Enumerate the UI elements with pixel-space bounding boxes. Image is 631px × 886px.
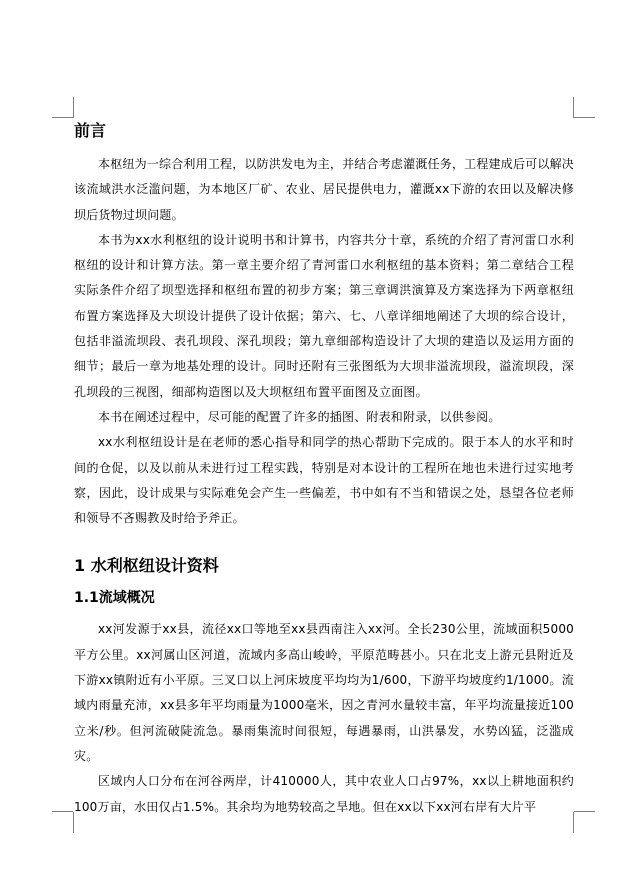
preface-paragraph: 本书为xx水利枢纽的设计说明书和计算书，内容共分十章，系统的介绍了青河雷口水利枢纽的设计和计算方法。第一章主要介绍了青河雷口水利枢纽的基本资料；第二章结合工程实际条件介绍了坝型选择和枢纽布置的初步方案；第三章调洪演算及方案选择为下两章枢纽布置方案选择及大坝设计提供了设计依据；第六、七、八章详细地阐述了大坝的综合设计，包括非溢流坝段、表孔坝段、深孔坝段；第九章细部构造设计了大坝的建造以及运用方面的细节；最后一章为地基处理的设计。同时还附有三张图纸为大坝非溢流坝段，溢流坝段，深孔坝段的三视图，细部构造图以及大坝枢纽布置平面图及立面图。: [74, 232, 574, 399]
document-page: [74, 120, 574, 820]
section-paragraph: xx河发源于xx县，流径xx口等地至xx县西南注入xx河。全长230公里，流域面积5000平方公里。xx河属山区河道，流域内多高山峻岭，平原范畴甚小。只在北支上游元县附近及下游xx镇附近有小平原。三叉口以上河床坡度平均均为1/600，下游平均坡度约1/1000。流域内雨量充沛，xx县多年平均雨量为1000毫米，因之青河水量较丰富，年平均流量接近100立米/秒。但河流破陡流急。暴雨集流时间很短，每遇暴雨，山洪暴发，水势凶猛，泛滥成灾。: [74, 622, 574, 763]
crop-mark-bottom-right-h: [574, 811, 595, 812]
crop-mark-top-right-h: [574, 117, 595, 118]
crop-mark-bottom-left-h: [52, 811, 73, 812]
section-paragraph: 区域内人口分布在河谷两岸，计410000人，其中农业人口占97%，xx以上耕地面积约100万亩，水田仅占1.5%。其余均为地势较高之旱地。但在xx以下xx河右岸有大片平: [74, 774, 574, 814]
crop-mark-top-left-v: [73, 97, 74, 118]
preface-paragraph: 本书在阐述过程中，尽可能的配置了许多的插图、附表和附录，以供参阅。: [98, 409, 501, 424]
preface-paragraph: 本枢纽为一综合利用工程，以防洪发电为主，并结合考虑灌溉任务，工程建成后可以解决该流域洪水泛滥问题，为本地区厂矿、农业、居民提供电力，灌溉xx下游的农田以及解决修坝后货物过坝问题。: [74, 157, 574, 222]
crop-mark-top-right-v: [573, 97, 574, 118]
section-heading: 1.1流域概况: [74, 590, 155, 607]
preface-heading: 前言: [74, 121, 107, 140]
crop-mark-top-left-h: [52, 117, 73, 118]
preface-paragraph: xx水利枢纽设计是在老师的悉心指导和同学的热心帮助下完成的。限于本人的水平和时间的仓促，以及以前从未进行过工程实践，特别是对本设计的工程所在地也未进行过实地考察，因此，设计成果与实际难免会产生一些偏差，书中如有不当和错误之处，恳望各位老师和领导不吝赐教及时给予斧正。: [74, 435, 574, 526]
chapter-heading: 1 水利枢纽设计资料: [74, 556, 219, 576]
